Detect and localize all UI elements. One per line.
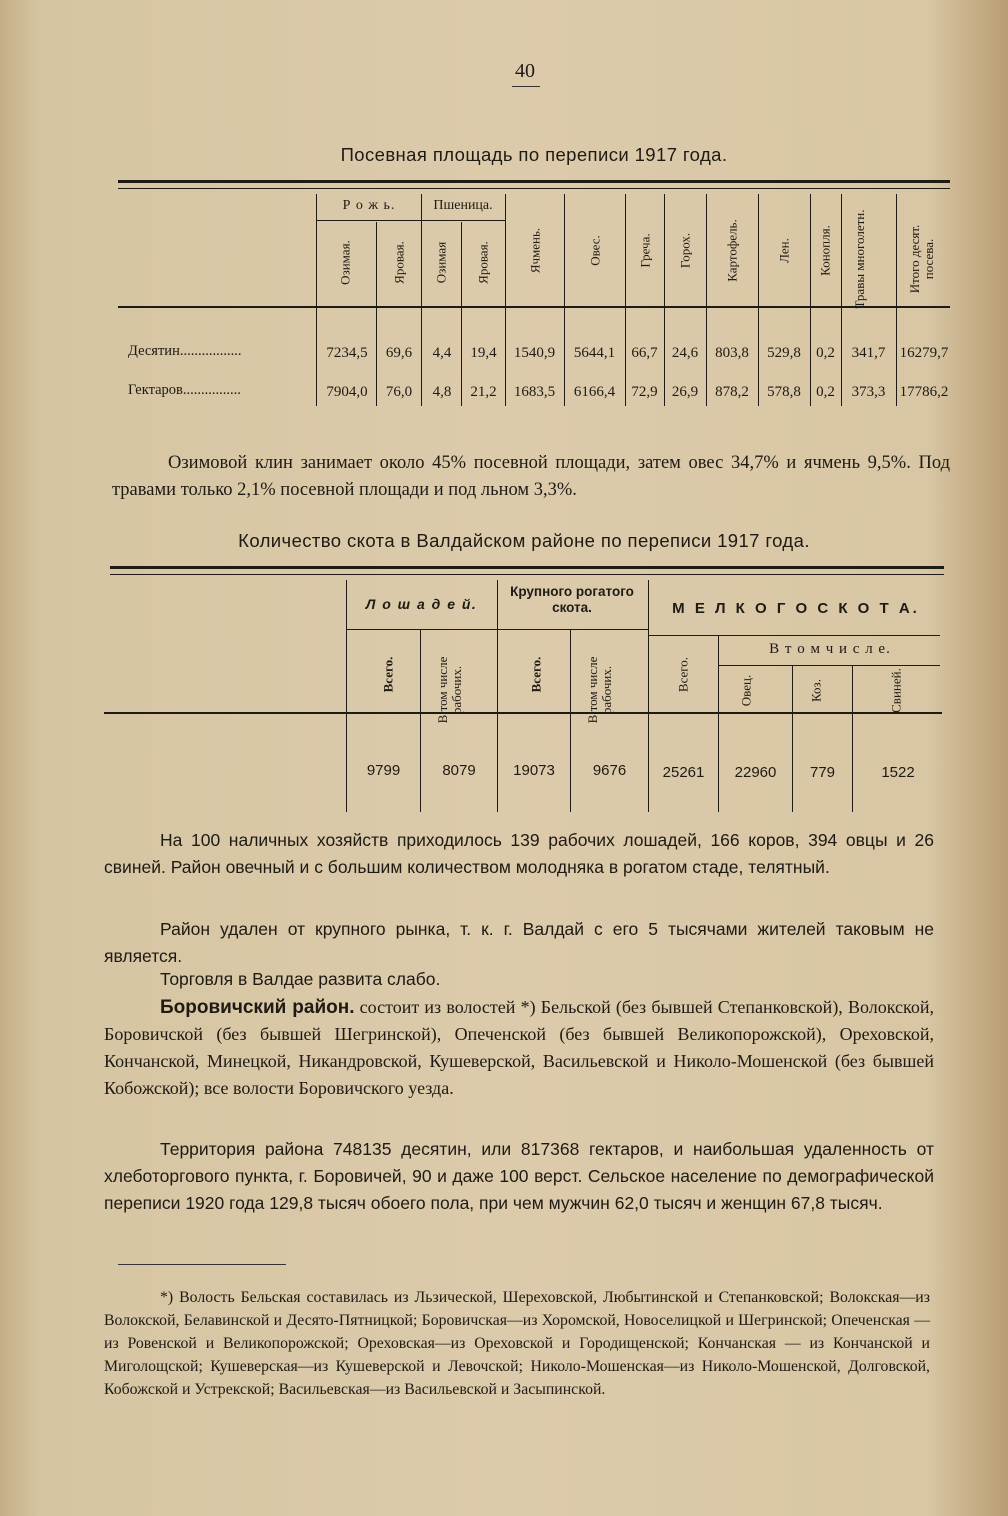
table1-cell: 17786,2: [899, 384, 949, 400]
table1-vline: [810, 194, 811, 406]
table1-col-header: Озимая.: [337, 240, 353, 285]
table2-col-header: Свиней.: [888, 668, 904, 713]
table2-cattle-header: Крупного рогатого скота.: [510, 584, 634, 615]
table1-cell: 4,8: [432, 384, 452, 400]
table1-cell: 24,6: [671, 345, 699, 361]
paragraph-sowing: Озимовой клин занимает около 45% посевной площади, затем овес 34,7% и ячмень 9,5%. Под травами только 2,1% посевной площади и под льном 3,3%.: [112, 453, 950, 500]
table1-top-rule-thin: [118, 188, 950, 189]
table1-col-header: Озимая: [433, 241, 449, 284]
table2-cell: 19073: [513, 762, 555, 779]
table1-cell: 0,2: [816, 345, 835, 361]
table2-cell: 779: [809, 764, 836, 781]
table1-title: Посевная площадь по переписи 1917 года.: [340, 144, 728, 165]
table2-top-rule: [110, 566, 944, 569]
table1-cell: 803,8: [715, 345, 749, 361]
table1-cell: 5644,1: [573, 345, 616, 361]
table2-group-rule: [648, 635, 940, 636]
table2-small-header: М Е Л К О Г О С К О Т А.: [672, 600, 920, 617]
page-number: 40: [515, 60, 535, 82]
table2-vline: [570, 630, 571, 812]
table1-cell: 529,8: [767, 345, 801, 361]
table1-row-label: Гектаров................: [128, 382, 241, 398]
table2-col-header: В том числе рабочих.: [435, 656, 464, 724]
table2-cell: 1522: [881, 764, 915, 781]
table1-col-header: Конопля.: [817, 225, 833, 276]
table2-vline: [718, 636, 719, 812]
table2-col-header: Всего.: [528, 656, 544, 693]
table1-header-rule: [118, 306, 950, 308]
table1-cell: 341,7: [851, 345, 886, 361]
table1-cell: 72,9: [631, 384, 658, 400]
table1-cell: 76,0: [385, 384, 413, 400]
table1-vline: [625, 194, 626, 406]
table1-col-header: Лен.: [776, 238, 792, 263]
table2-vline: [852, 666, 853, 812]
table2-cell: 8079: [442, 762, 476, 779]
table1-cell: 1540,9: [513, 345, 556, 361]
table1-vline: [505, 194, 506, 406]
table2-vline: [792, 666, 793, 812]
paragraph-trade: Торговля в Валдае развита слабо.: [160, 969, 441, 989]
table1-vline: [564, 194, 565, 406]
table2-cell: 22960: [734, 764, 777, 781]
table2-group-rule: [346, 629, 648, 630]
table1-cell: 6166,4: [573, 384, 616, 400]
borovichi-heading: Боровичский район.: [160, 997, 355, 1018]
table2-incl-header: В т о м ч и с л е.: [769, 641, 891, 657]
table1-col-header: Яровая.: [475, 241, 491, 284]
table1-vline: [896, 194, 897, 406]
table1-cell: 7904,0: [326, 384, 368, 400]
table1-cell: 19,4: [470, 345, 497, 361]
table2-top-rule-thin: [110, 574, 944, 575]
table1-col-header: Яровая.: [391, 241, 407, 284]
table1-cell: 66,7: [631, 345, 658, 361]
table1-col-header: Картофель.: [724, 219, 740, 282]
table2-title: Количество скота в Валдайском районе по переписи 1917 года.: [238, 530, 810, 551]
table2-cell: 25261: [662, 764, 705, 781]
table1-rye-header: Р о ж ь.: [342, 198, 396, 213]
table1-wheat-header: Пшеница.: [433, 198, 493, 213]
paragraph-borovichi: [104, 994, 934, 1102]
paragraph-territory: Территория района 748135 десятин, или 817368 гектаров, и наибольшая удаленность от хлеботоргового пункта, г. Боровичей, 90 и даже 100 верст. Сельское население по демографической переписи 1920 года 129,8 тысяч обоего пола, при чем мужчин 62,0 тысяч и женщин 67,8 тысяч.: [104, 1139, 934, 1213]
table1-cell: 26,9: [671, 384, 699, 400]
table2-vline: [420, 630, 421, 812]
table2-col-header: Всего.: [380, 656, 396, 693]
table1-vline: [376, 222, 377, 406]
table2-cell: 9799: [366, 762, 401, 779]
table1-cell: 7234,5: [326, 345, 368, 361]
table2-col-header: В том числе рабочих.: [585, 656, 614, 724]
table2-col-header: Овец.: [738, 674, 754, 707]
table1-col-header: Итого десят. посева.: [907, 224, 936, 294]
table1-cell: 16279,7: [899, 345, 949, 361]
table1-cell: 878,2: [715, 384, 749, 400]
footnote-separator: [118, 1264, 286, 1265]
paragraph-market: Район удален от крупного рынка, т. к. г. Валдай с его 5 тысячами жителей таковым не является.: [104, 919, 934, 966]
table1-cell: 1683,5: [513, 384, 556, 400]
table1-cell: 578,8: [767, 384, 801, 400]
table1-cell: 69,6: [385, 345, 413, 361]
table1-vline: [758, 194, 759, 406]
table2-col-header: Всего.: [675, 656, 691, 693]
table1-vline: [841, 194, 842, 406]
table1-cell: 4,4: [432, 345, 452, 361]
table1-vline: [706, 194, 707, 406]
table2-cell: 9676: [592, 762, 627, 779]
page-number-underline: [512, 86, 540, 87]
table1-vline: [664, 194, 665, 406]
table1-col-header: Овес.: [587, 235, 603, 266]
table1-col-header: Травы многолетн.: [852, 209, 867, 309]
table2-horses-header: Л о ш а д е й.: [365, 596, 478, 612]
table2-col-header: Коз.: [808, 679, 824, 702]
table1-vline: [461, 222, 462, 406]
paragraph-livestock: На 100 наличных хозяйств приходилось 139 рабочих лошадей, 166 коров, 394 овцы и 26 свиней. Район овечный и с большим количеством молодняка в рогатом стаде, телятный.: [104, 830, 934, 877]
table1-row-label: Десятин.................: [128, 343, 242, 359]
table1-col-header: Горох.: [677, 232, 693, 269]
table1-cell: 21,2: [470, 384, 497, 400]
table1-col-header: Греча.: [637, 233, 653, 268]
table1-vline: [421, 194, 422, 406]
table1-cell: 373,3: [851, 384, 886, 400]
table1-cell: 0,2: [816, 384, 835, 400]
table1-top-rule: [118, 180, 950, 183]
footnote: *) Волость Бельская составилась из Льзической, Шереховской, Любытинской и Степанковской; Волокская—из Волокской, Белавинской и Десято-Пятницкой; Боровичская—из Хоромской, Новоселицкой и Шегринской; Опеченская — из Ровенской и Великопорожской; Ореховская—из Ореховской и Городищенской; Кончанская — из Кончанской и Миголощской; Кушеверская—из Кушеверской и Левочской; Николо-Мошенская—из Николо-Мошенской, Долговской, Кобожской и Устрекской; Васильевская—из Васильевской и Засыпинской.: [104, 1289, 930, 1398]
table1-vline: [316, 194, 317, 406]
table1-col-header: Ячмень.: [527, 227, 543, 274]
borovichi-text: состоит из волостей *) Бельской (без бывшей Степанковской), Волокской, Боровичской (без бывшей Шегринской), Опеченской (без бывшей Великопорожской), Ореховской, Кончанской, Минецкой, Никандровской, Кушеверской, Васильевской и Николо-Мошенской (без бывшей Кобожской); все волости Боровичского уезда.: [104, 997, 934, 1098]
